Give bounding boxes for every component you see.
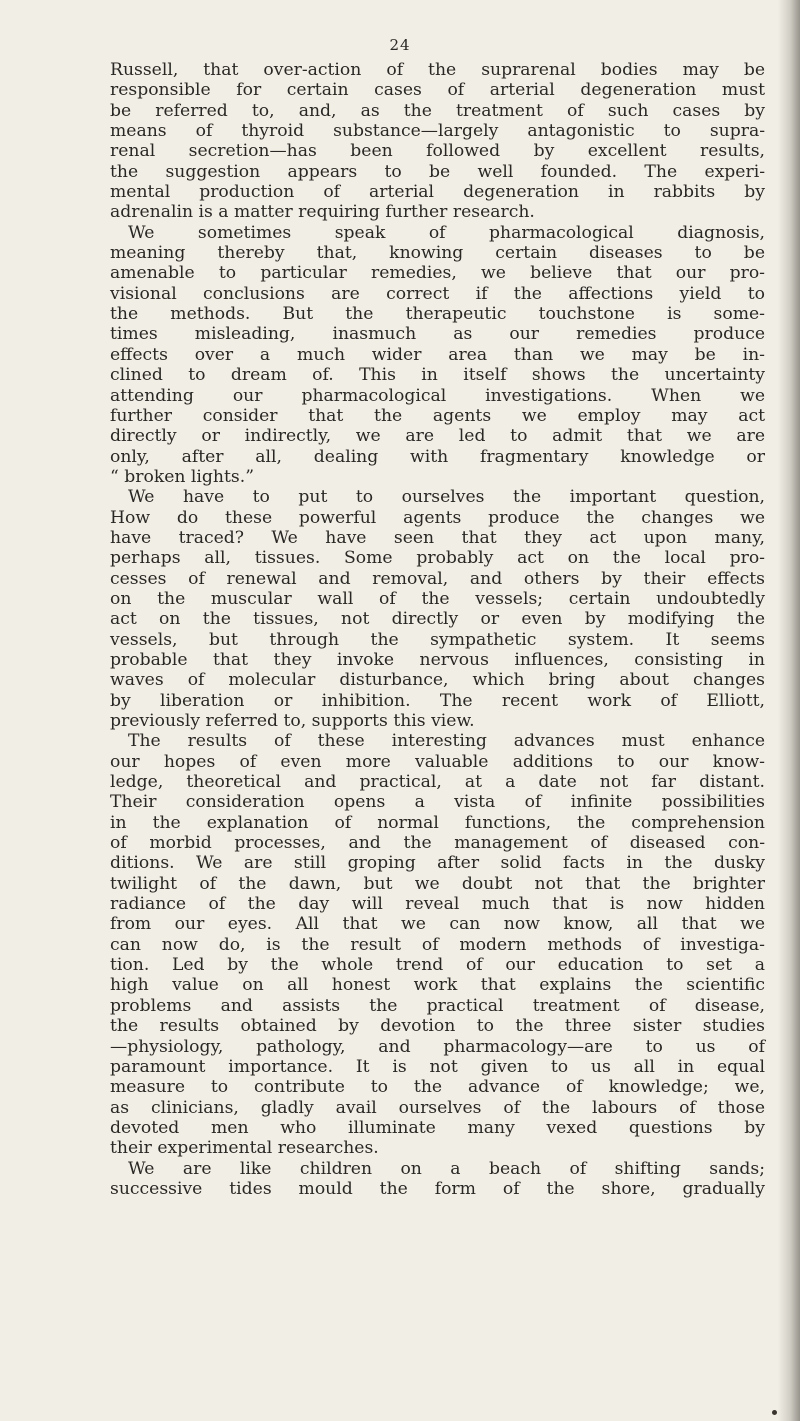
text-line: clined to dream of. This in itself shows the uncertainty <box>110 365 765 386</box>
paragraph <box>110 731 765 1158</box>
ink-mark <box>772 1410 777 1415</box>
text-line: Their consideration opens a vista of infinite possibilities <box>110 792 765 813</box>
text-line: renal secretion—has been followed by excellent results, <box>110 141 765 162</box>
text-line: The results of these interesting advances must enhance <box>128 731 765 752</box>
text-line: meaning thereby that, knowing certain diseases to be <box>110 243 765 264</box>
text-line: attending our pharmacological investigations. When we <box>110 385 765 406</box>
text-line: ledge, theoretical and practical, at a date not far distant. <box>110 772 765 793</box>
text-line: probable that they invoke nervous influences, consisting in <box>110 649 765 670</box>
body-text <box>110 60 765 1199</box>
text-line: successive tides mould the form of the shore, gradually <box>110 1178 765 1199</box>
text-line: devoted men who illuminate many vexed questions by <box>110 1117 765 1138</box>
text-line: effects over a much wider area than we may be in- <box>110 344 765 365</box>
text-line: directly or indirectly, we are led to admit that we are <box>110 426 765 447</box>
text-line: visional conclusions are correct if the affections yield to <box>110 283 765 304</box>
text-line: in the explanation of normal functions, the comprehension <box>110 812 765 833</box>
text-line: waves of molecular disturbance, which bring about changes <box>110 670 765 691</box>
text-line: —physiology, pathology, and pharmacology—are to us of <box>110 1036 765 1057</box>
text-line: tion. Led by the whole trend of our education to set a <box>110 955 765 976</box>
paragraph <box>110 60 765 223</box>
text-line: of morbid processes, and the management of diseased con- <box>110 833 765 854</box>
text-line: mental production of arterial degeneration in rabbits by <box>110 182 765 203</box>
text-line: Russell, that over-action of the suprarenal bodies may be <box>110 60 765 80</box>
text-line: the suggestion appears to be well founded. The experi- <box>110 161 765 182</box>
text-line: our hopes of even more valuable additions to our know- <box>110 751 765 772</box>
text-line: only, after all, dealing with fragmentary knowledge or <box>110 446 765 467</box>
text-line: paramount importance. It is not given to us all in equal <box>110 1056 765 1077</box>
text-line: We have to put to ourselves the important question, <box>128 487 765 508</box>
paragraph <box>110 487 765 731</box>
text-line: as clinicians, gladly avail ourselves of the labours of those <box>110 1097 765 1118</box>
text-line: means of thyroid substance—largely antagonistic to supra- <box>110 121 765 142</box>
text-line: times misleading, inasmuch as our remedies produce <box>110 324 765 345</box>
text-line: We sometimes speak of pharmacological diagnosis, <box>128 222 765 243</box>
text-line: We are like children on a beach of shifting sands; <box>128 1158 765 1179</box>
paragraph <box>110 1159 765 1200</box>
text-line: amenable to particular remedies, we believe that our pro- <box>110 263 765 284</box>
text-line: “ broken lights.” <box>110 466 254 487</box>
text-line: twilight of the dawn, but we doubt not that the brighter <box>110 873 765 894</box>
text-line: can now do, is the result of modern methods of investiga- <box>110 934 765 955</box>
text-line: radiance of the day will reveal much that is now hidden <box>110 894 765 915</box>
text-line: their experimental researches. <box>110 1138 379 1159</box>
text-line: be referred to, and, as the treatment of such cases by <box>110 100 765 121</box>
text-line: high value on all honest work that explains the scientific <box>110 975 765 996</box>
text-line: further consider that the agents we employ may act <box>110 405 765 426</box>
text-line: How do these powerful agents produce the changes we <box>110 507 765 528</box>
text-line: have traced? We have seen that they act upon many, <box>110 527 765 548</box>
page-edge-shadow <box>778 0 800 1421</box>
text-line: problems and assists the practical treatment of disease, <box>110 995 765 1016</box>
text-line: measure to contribute to the advance of knowledge; we, <box>110 1077 765 1098</box>
text-line: cesses of renewal and removal, and others by their effects <box>110 568 765 589</box>
text-line: previously referred to, supports this view. <box>110 711 475 731</box>
text-line: by liberation or inhibition. The recent work of Elliott, <box>110 690 765 711</box>
text-line: from our eyes. All that we can now know, all that we <box>110 914 765 935</box>
text-line: ditions. We are still groping after solid facts in the dusky <box>110 853 765 874</box>
text-line: perhaps all, tissues. Some probably act on the local pro- <box>110 548 765 569</box>
text-line: act on the tissues, not directly or even by modifying the <box>110 609 765 630</box>
paragraph <box>110 223 765 487</box>
text-line: vessels, but through the sympathetic system. It seems <box>110 629 765 650</box>
page-number: 24 <box>389 36 411 54</box>
text-line: adrenalin is a matter requiring further research. <box>110 202 535 223</box>
text-line: the methods. But the therapeutic touchstone is some- <box>110 304 765 325</box>
text-line: on the muscular wall of the vessels; certain undoubtedly <box>110 588 765 609</box>
text-line: responsible for certain cases of arterial degeneration must <box>110 80 765 101</box>
text-line: the results obtained by devotion to the three sister studies <box>110 1016 765 1037</box>
